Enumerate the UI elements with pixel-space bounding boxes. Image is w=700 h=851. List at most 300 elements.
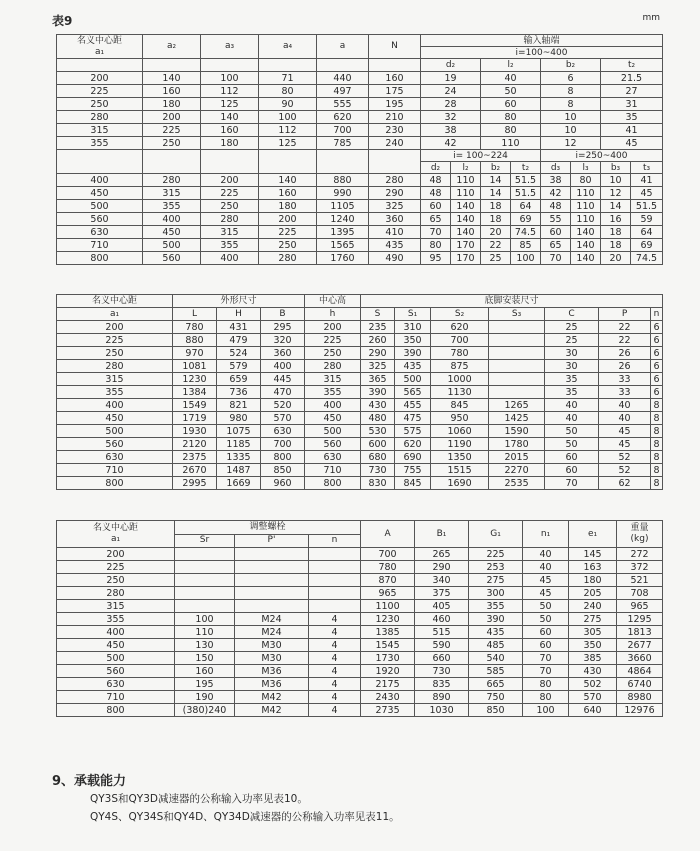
table-cell: 45 xyxy=(523,587,569,600)
header-center-distance: 名义中心距 a₁ xyxy=(57,35,143,59)
table-cell: 100 xyxy=(201,72,259,85)
table-cell: 225 xyxy=(469,548,523,561)
table-cell: 150 xyxy=(175,652,235,665)
table-cell: 630 xyxy=(57,451,173,464)
header-d2: d₂ xyxy=(421,59,481,72)
table-cell: 30 xyxy=(545,347,599,360)
table-cell: 290 xyxy=(361,347,395,360)
table-cell: 390 xyxy=(395,347,431,360)
table-cell: 280 xyxy=(57,111,143,124)
table-cell: 560 xyxy=(57,213,143,226)
table-cell: 845 xyxy=(395,477,431,490)
table-cell: 315 xyxy=(201,226,259,239)
table-cell: 95 xyxy=(421,252,451,265)
table-cell: 730 xyxy=(415,665,469,678)
table-cell: 195 xyxy=(175,678,235,691)
table-cell: 225 xyxy=(57,334,173,347)
header-A: A xyxy=(361,521,415,548)
table-cell: 112 xyxy=(259,124,317,137)
table-cell: 20 xyxy=(601,252,631,265)
table-cell: 870 xyxy=(361,574,415,587)
table-cell xyxy=(235,600,309,613)
table-cell: 275 xyxy=(569,613,617,626)
table-cell: 253 xyxy=(469,561,523,574)
header-ratio-low: i= 100~224 xyxy=(421,150,541,162)
header-G1: G₁ xyxy=(469,521,523,548)
table-cell: 100 xyxy=(523,704,569,717)
table-row xyxy=(57,124,663,137)
header-n: N xyxy=(369,35,421,59)
table-row xyxy=(57,174,663,187)
table-cell: 1487 xyxy=(217,464,261,477)
table-cell: 835 xyxy=(415,678,469,691)
table-row xyxy=(57,137,663,150)
table-cell: 65 xyxy=(421,213,451,226)
table-cell: 60 xyxy=(541,226,571,239)
table-row xyxy=(57,600,663,613)
table-cell: 8 xyxy=(651,438,663,451)
header-b2: b₂ xyxy=(481,162,511,174)
header-S: S xyxy=(361,308,395,321)
table-cell: 280 xyxy=(143,174,201,187)
table-cell: 1549 xyxy=(173,399,217,412)
table-cell: 51.5 xyxy=(511,187,541,200)
table-row xyxy=(57,574,663,587)
table-cell: 74.5 xyxy=(631,252,663,265)
table-cell: 6 xyxy=(651,347,663,360)
table-cell: 60 xyxy=(523,626,569,639)
table-cell: 110 xyxy=(175,626,235,639)
table-cell: 590 xyxy=(415,639,469,652)
table-cell: 785 xyxy=(317,137,369,150)
table-cell: 521 xyxy=(617,574,663,587)
table-cell xyxy=(235,561,309,574)
table-cell: 265 xyxy=(415,548,469,561)
table-cell: 315 xyxy=(57,600,175,613)
table-cell: 42 xyxy=(541,187,571,200)
table-cell: 500 xyxy=(57,425,173,438)
table-cell: 730 xyxy=(361,464,395,477)
table-cell: 710 xyxy=(57,464,173,477)
table-cell: 1000 xyxy=(431,373,489,386)
table-cell: 19 xyxy=(421,72,481,85)
table-cell xyxy=(309,587,361,600)
table-cell: 2375 xyxy=(173,451,217,464)
table-cell: 45 xyxy=(631,187,663,200)
table-cell: 170 xyxy=(451,252,481,265)
table-cell: 800 xyxy=(305,477,361,490)
table-cell: 50 xyxy=(523,600,569,613)
table-cell: 355 xyxy=(143,200,201,213)
table-cell: 315 xyxy=(305,373,361,386)
header-h: h xyxy=(305,308,361,321)
table-cell: 560 xyxy=(305,438,361,451)
table-cell: 48 xyxy=(421,187,451,200)
table-cell: 530 xyxy=(361,425,395,438)
table-cell: 500 xyxy=(395,373,431,386)
table-cell: 250 xyxy=(57,347,173,360)
table-cell: 1105 xyxy=(317,200,369,213)
table-cell: 700 xyxy=(261,438,305,451)
table-row xyxy=(57,72,663,85)
unit-label: mm xyxy=(642,13,660,23)
adjustment-bolt-table xyxy=(56,520,663,717)
table-cell: 315 xyxy=(57,373,173,386)
table-cell: 405 xyxy=(415,600,469,613)
table-cell: 60 xyxy=(545,464,599,477)
table-cell: 875 xyxy=(431,360,489,373)
table-cell: 69 xyxy=(631,239,663,252)
table-row xyxy=(57,451,663,464)
table-row xyxy=(57,252,663,265)
table-cell: 28 xyxy=(421,98,481,111)
table-cell: 360 xyxy=(369,213,421,226)
table-cell: 630 xyxy=(57,226,143,239)
table-cell: 70 xyxy=(421,226,451,239)
table-cell: 18 xyxy=(481,213,511,226)
table-cell: 200 xyxy=(305,321,361,334)
table-cell: M30 xyxy=(235,639,309,652)
table-cell xyxy=(309,548,361,561)
table-cell: 110 xyxy=(451,187,481,200)
table-row xyxy=(57,626,663,639)
table-cell: 570 xyxy=(569,691,617,704)
table-cell: 4864 xyxy=(617,665,663,678)
table-cell: 80 xyxy=(523,678,569,691)
header-d2: d₂ xyxy=(421,162,451,174)
table-cell: 400 xyxy=(57,174,143,187)
table-cell: 8 xyxy=(651,477,663,490)
table-cell: 965 xyxy=(361,587,415,600)
table-cell: 41 xyxy=(631,174,663,187)
table-cell: 680 xyxy=(361,451,395,464)
table-cell: 140 xyxy=(451,200,481,213)
table-cell: 430 xyxy=(361,399,395,412)
header-center-distance: 名义中心距 a₁ xyxy=(57,521,175,548)
table-cell: 60 xyxy=(421,200,451,213)
table-cell: 59 xyxy=(631,213,663,226)
table-cell: 325 xyxy=(369,200,421,213)
table-cell: 1384 xyxy=(173,386,217,399)
table-cell: 2175 xyxy=(361,678,415,691)
table-cell: 22 xyxy=(599,334,651,347)
table-cell: 175 xyxy=(369,85,421,98)
header-outline-size: 外形尺寸 xyxy=(173,295,305,308)
header-b2: b₂ xyxy=(541,59,601,72)
table-cell: 40 xyxy=(599,412,651,425)
table-cell xyxy=(235,587,309,600)
table-cell: 22 xyxy=(481,239,511,252)
table-cell: 62 xyxy=(599,477,651,490)
table-cell: 455 xyxy=(395,399,431,412)
table-cell: 479 xyxy=(217,334,261,347)
table-cell: 485 xyxy=(469,639,523,652)
table-cell: 690 xyxy=(395,451,431,464)
table-cell: 272 xyxy=(617,548,663,561)
table-cell: 490 xyxy=(369,252,421,265)
table-cell: 290 xyxy=(369,187,421,200)
table-cell: 50 xyxy=(545,438,599,451)
table-cell: 620 xyxy=(395,438,431,451)
table-cell: 400 xyxy=(57,399,173,412)
table-cell: 800 xyxy=(57,704,175,717)
table-row xyxy=(57,477,663,490)
table-cell: 1590 xyxy=(489,425,545,438)
header-L: L xyxy=(173,308,217,321)
table-cell: M42 xyxy=(235,704,309,717)
table-row xyxy=(57,652,663,665)
table-cell: 3660 xyxy=(617,652,663,665)
table-cell xyxy=(309,600,361,613)
table-row xyxy=(57,665,663,678)
table-cell: 2270 xyxy=(489,464,545,477)
table-cell: 1760 xyxy=(317,252,369,265)
table-cell: 1240 xyxy=(317,213,369,226)
table-cell: 400 xyxy=(305,399,361,412)
table-cell: 90 xyxy=(259,98,317,111)
table-cell: 125 xyxy=(259,137,317,150)
header-a2: a₂ xyxy=(143,35,201,59)
table-cell: 305 xyxy=(569,626,617,639)
table-cell: 640 xyxy=(569,704,617,717)
table-cell: 225 xyxy=(201,187,259,200)
table-cell: 33 xyxy=(599,373,651,386)
paragraph-line-1: QY3S和QY3D减速器的公称输入功率见表10。 xyxy=(90,793,308,805)
table-cell: 25 xyxy=(545,334,599,347)
table-cell: 74.5 xyxy=(511,226,541,239)
table-cell: 1075 xyxy=(217,425,261,438)
table-row xyxy=(57,412,663,425)
table-cell: 26 xyxy=(599,360,651,373)
table-cell: 880 xyxy=(173,334,217,347)
table-cell: 35 xyxy=(545,386,599,399)
table-cell: 1060 xyxy=(431,425,489,438)
table-cell: 390 xyxy=(469,613,523,626)
table-cell: 200 xyxy=(57,548,175,561)
table-cell: 2120 xyxy=(173,438,217,451)
table-cell: 470 xyxy=(261,386,305,399)
table-cell: 52 xyxy=(599,451,651,464)
header-t2: t₂ xyxy=(511,162,541,174)
table-cell: 1920 xyxy=(361,665,415,678)
table-cell: 500 xyxy=(57,652,175,665)
table-cell: 450 xyxy=(305,412,361,425)
table-cell: 200 xyxy=(57,72,143,85)
table-row xyxy=(57,613,663,626)
table-row xyxy=(57,691,663,704)
table-cell: 12976 xyxy=(617,704,663,717)
table-cell: 1730 xyxy=(361,652,415,665)
table-cell: 445 xyxy=(261,373,305,386)
table-cell: 1545 xyxy=(361,639,415,652)
header-C: C xyxy=(545,308,599,321)
table-cell: 6 xyxy=(651,373,663,386)
table-cell xyxy=(489,373,545,386)
table-cell: 700 xyxy=(361,548,415,561)
table-cell: 22 xyxy=(599,321,651,334)
table-cell: 880 xyxy=(317,174,369,187)
table-cell: 64 xyxy=(631,226,663,239)
table-cell: 431 xyxy=(217,321,261,334)
table-cell: 280 xyxy=(305,360,361,373)
table-cell: 110 xyxy=(451,174,481,187)
table-cell: 38 xyxy=(541,174,571,187)
table-row xyxy=(57,438,663,451)
table-cell: 980 xyxy=(217,412,261,425)
table-cell: 6 xyxy=(651,386,663,399)
table-cell: 502 xyxy=(569,678,617,691)
table-cell: 850 xyxy=(261,464,305,477)
table-cell: 830 xyxy=(361,477,395,490)
table-cell: 290 xyxy=(415,561,469,574)
table-cell: 18 xyxy=(601,239,631,252)
table-cell: 1030 xyxy=(415,704,469,717)
table-cell: 41 xyxy=(601,124,663,137)
table-cell: 140 xyxy=(571,226,601,239)
table-cell: 560 xyxy=(57,665,175,678)
table-cell: 710 xyxy=(57,691,175,704)
table-cell: 4 xyxy=(309,613,361,626)
table-cell: 280 xyxy=(57,587,175,600)
table-cell: 250 xyxy=(201,200,259,213)
table-cell: 700 xyxy=(431,334,489,347)
table-cell: 375 xyxy=(415,587,469,600)
table-cell: 1565 xyxy=(317,239,369,252)
table-cell xyxy=(175,548,235,561)
table-cell xyxy=(309,574,361,587)
table-cell: 500 xyxy=(143,239,201,252)
table-cell: 160 xyxy=(259,187,317,200)
table-cell: 110 xyxy=(571,200,601,213)
table-cell xyxy=(175,600,235,613)
table-cell: 435 xyxy=(369,239,421,252)
table-cell: 315 xyxy=(143,187,201,200)
table-cell: 45 xyxy=(599,425,651,438)
table-cell: 18 xyxy=(601,226,631,239)
header-center-height: 中心高 xyxy=(305,295,361,308)
table-cell: 280 xyxy=(369,174,421,187)
table-cell: 565 xyxy=(395,386,431,399)
table-cell: 145 xyxy=(569,548,617,561)
table-row xyxy=(57,360,663,373)
table-cell: 450 xyxy=(57,187,143,200)
table-cell: 780 xyxy=(361,561,415,574)
table-cell: 33 xyxy=(599,386,651,399)
table-cell: 1385 xyxy=(361,626,415,639)
header-S1: S₁ xyxy=(395,308,431,321)
table-cell: (380)240 xyxy=(175,704,235,717)
table-cell xyxy=(489,321,545,334)
table-row xyxy=(57,399,663,412)
table-cell: 520 xyxy=(261,399,305,412)
table-cell: 2430 xyxy=(361,691,415,704)
table-cell: 630 xyxy=(305,451,361,464)
table-cell: 60 xyxy=(481,98,541,111)
table-cell: 250 xyxy=(143,137,201,150)
table-cell: 460 xyxy=(415,613,469,626)
table-cell: 400 xyxy=(261,360,305,373)
table-cell: 250 xyxy=(305,347,361,360)
table-cell: 385 xyxy=(569,652,617,665)
table-row xyxy=(57,98,663,111)
table-cell: 960 xyxy=(261,477,305,490)
table-cell: 35 xyxy=(545,373,599,386)
table-cell: 25 xyxy=(481,252,511,265)
table-cell: 355 xyxy=(57,613,175,626)
table-cell: 1295 xyxy=(617,613,663,626)
table-cell: 440 xyxy=(317,72,369,85)
table-cell: 710 xyxy=(57,239,143,252)
table-cell: 18 xyxy=(481,200,511,213)
table-cell: 55 xyxy=(541,213,571,226)
table-cell: 700 xyxy=(317,124,369,137)
table-cell: 6 xyxy=(651,321,663,334)
table-cell: 14 xyxy=(481,187,511,200)
table-cell xyxy=(489,334,545,347)
table-cell: 110 xyxy=(571,187,601,200)
table-cell: 200 xyxy=(143,111,201,124)
table-cell: 35 xyxy=(601,111,663,124)
table-cell: 250 xyxy=(57,574,175,587)
table-cell: 45 xyxy=(523,574,569,587)
table-cell: 475 xyxy=(395,412,431,425)
table-cell: 710 xyxy=(305,464,361,477)
table-cell: 48 xyxy=(541,200,571,213)
table-row xyxy=(57,213,663,226)
table-cell: 555 xyxy=(317,98,369,111)
table-cell: 8980 xyxy=(617,691,663,704)
table-cell: 4 xyxy=(309,626,361,639)
table-cell: 200 xyxy=(201,174,259,187)
header-ratio-range: i=100~400 xyxy=(421,47,663,59)
table-cell: 8 xyxy=(651,412,663,425)
table-cell: 225 xyxy=(305,334,361,347)
table-row xyxy=(57,226,663,239)
table-cell: 800 xyxy=(261,451,305,464)
table-cell: 100 xyxy=(511,252,541,265)
table-cell: 355 xyxy=(57,386,173,399)
table-cell: 585 xyxy=(469,665,523,678)
table-cell: 8 xyxy=(651,464,663,477)
table-cell: 1081 xyxy=(173,360,217,373)
table-cell: 708 xyxy=(617,587,663,600)
header-n1: n₁ xyxy=(523,521,569,548)
table-cell: 38 xyxy=(421,124,481,137)
section-heading: 9、承载能力 xyxy=(52,774,127,789)
table-cell: 48 xyxy=(421,174,451,187)
table-row xyxy=(57,111,663,124)
table-cell: 355 xyxy=(469,600,523,613)
table-cell: 140 xyxy=(451,226,481,239)
table-cell: 64 xyxy=(511,200,541,213)
table-cell: 450 xyxy=(57,639,175,652)
table-cell: 170 xyxy=(451,239,481,252)
table-cell: 71 xyxy=(259,72,317,85)
table-row xyxy=(57,639,663,652)
header-d3: d₃ xyxy=(541,162,571,174)
table-cell: 275 xyxy=(469,574,523,587)
table-cell: 110 xyxy=(571,213,601,226)
table-cell: 350 xyxy=(569,639,617,652)
table-cell xyxy=(175,561,235,574)
table-cell: 80 xyxy=(481,111,541,124)
header-a: a xyxy=(317,35,369,59)
table-cell: 40 xyxy=(545,412,599,425)
table-cell: 8 xyxy=(541,85,601,98)
table-cell: 85 xyxy=(511,239,541,252)
table-cell: 14 xyxy=(601,200,631,213)
table-cell xyxy=(175,574,235,587)
